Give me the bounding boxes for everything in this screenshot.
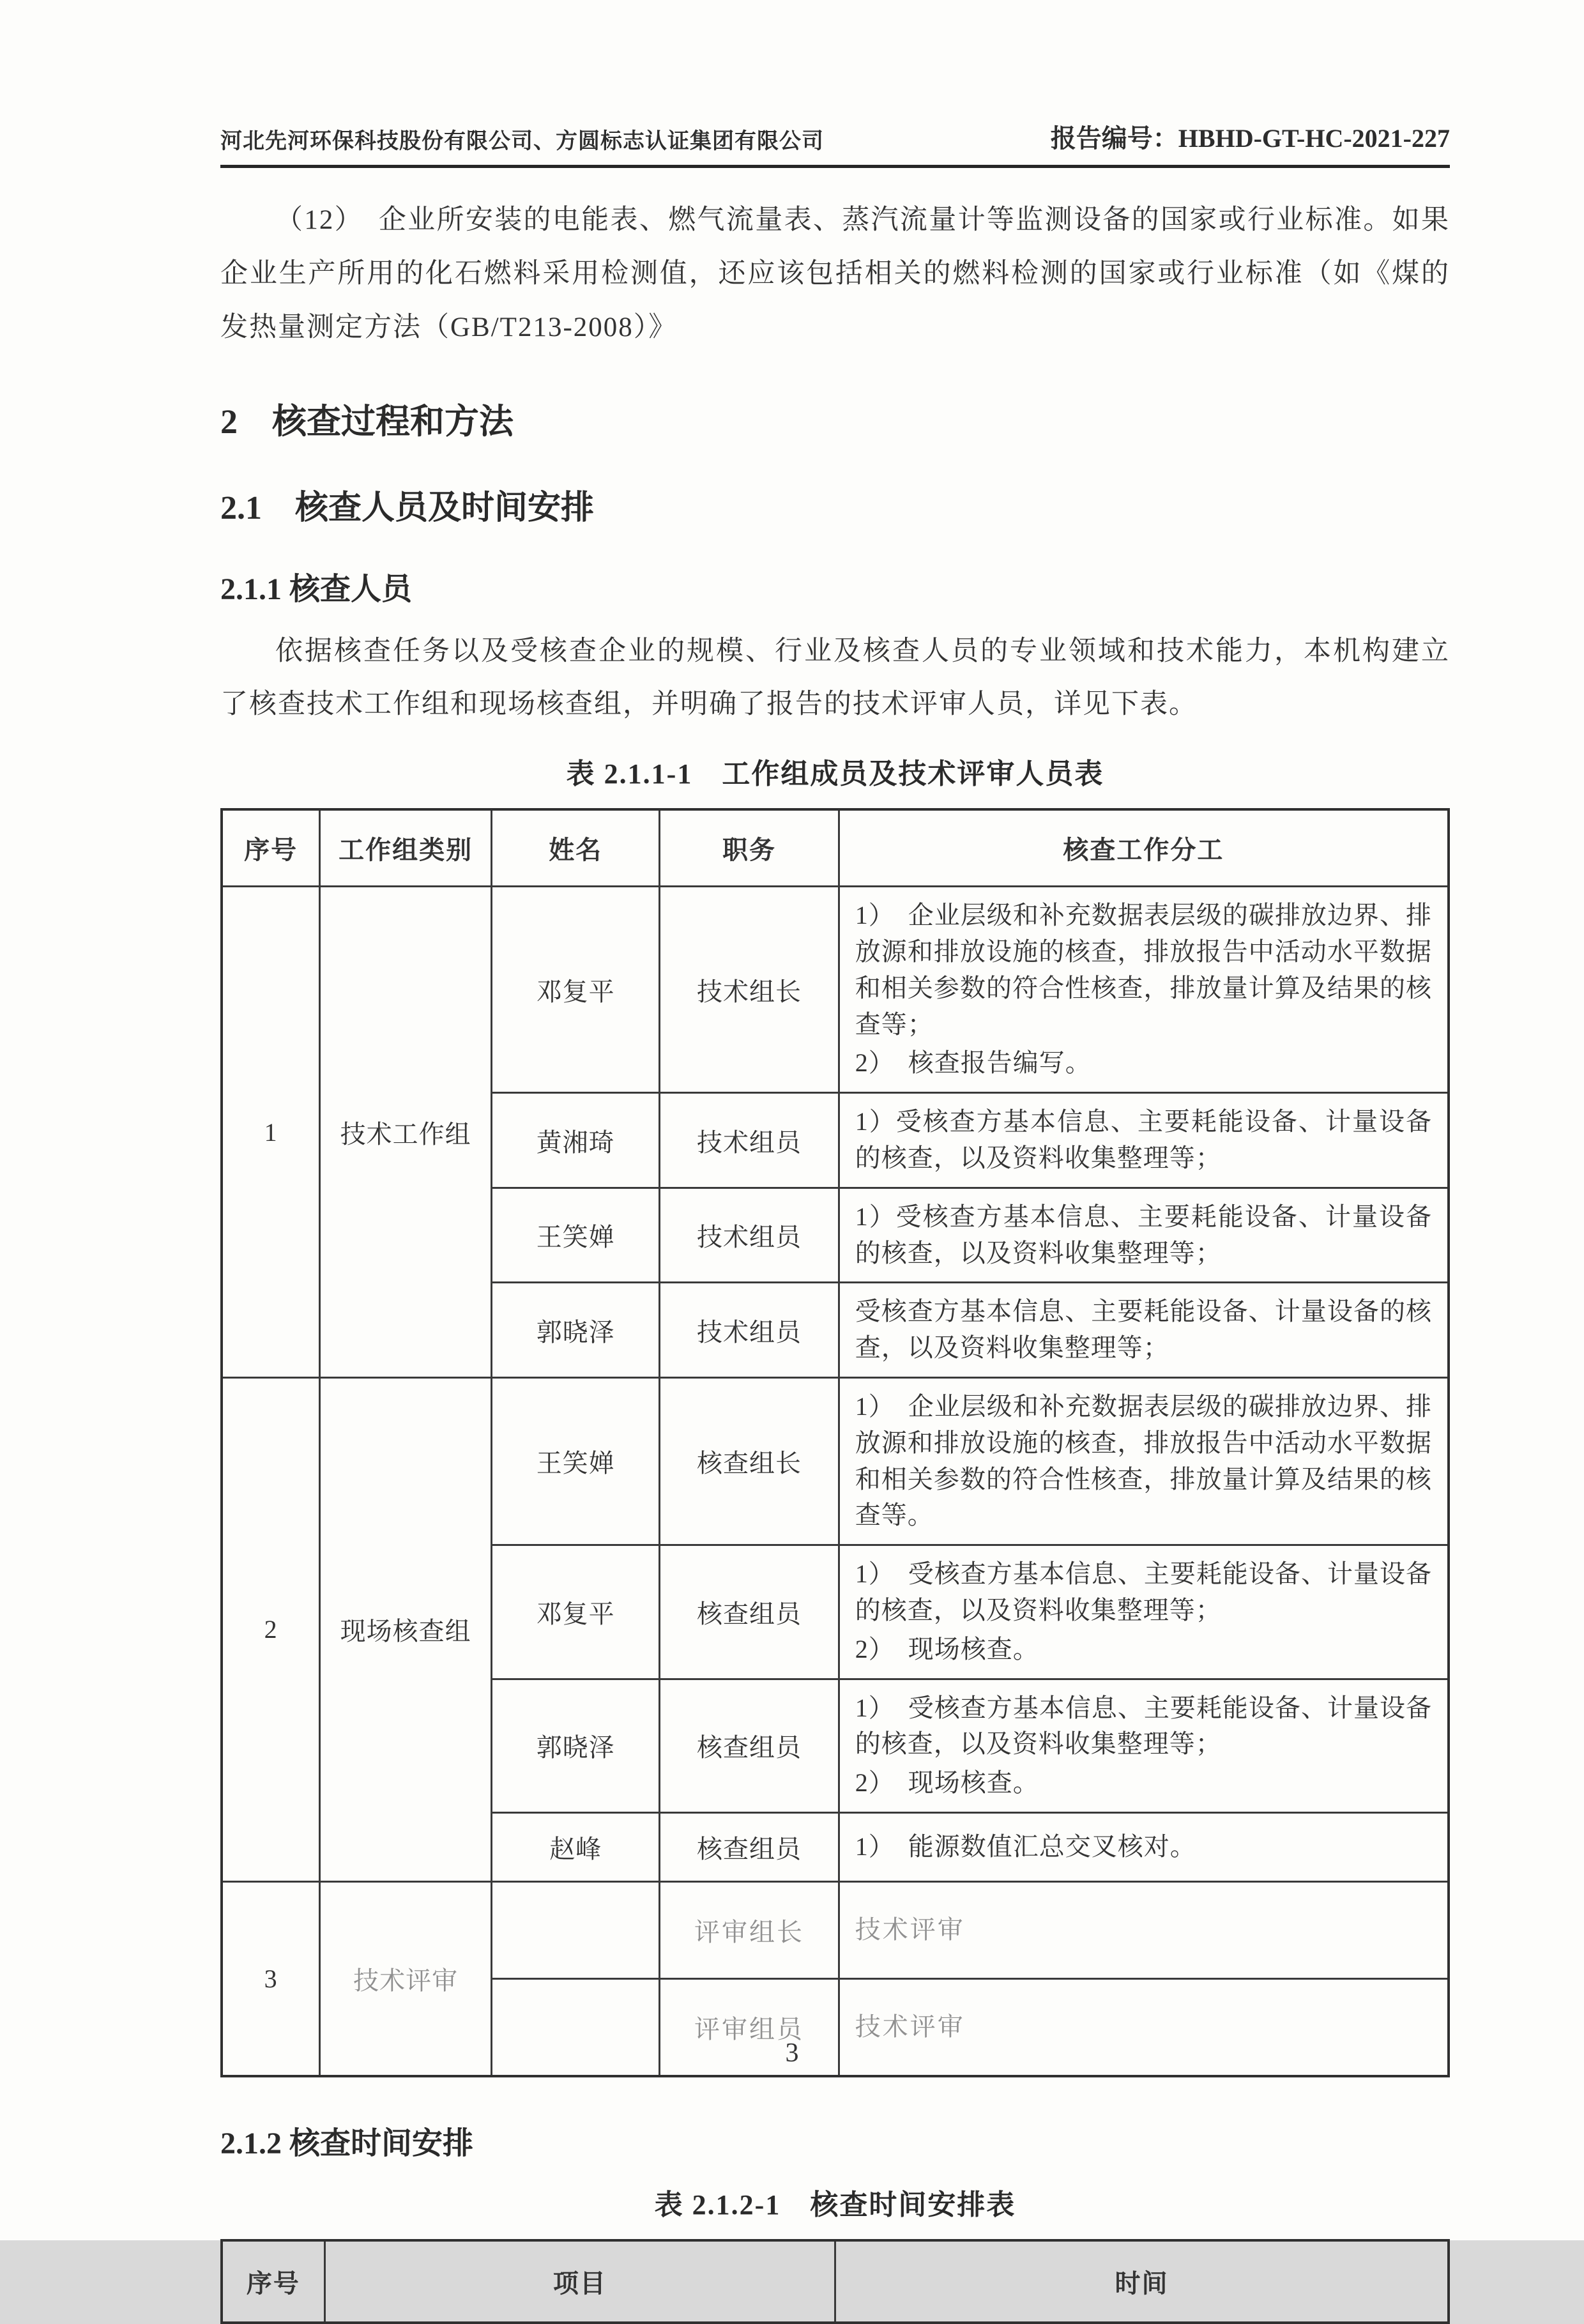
name-cell: 邓复平: [492, 1545, 660, 1679]
tasks-cell: [839, 1283, 1449, 1378]
category-cell: 现场核查组: [320, 1377, 492, 1881]
table-header-cell: 工作组类别: [320, 809, 492, 887]
task-line: 1）受核查方基本信息、主要耗能设备、计量设备的核查，以及资料收集整理等；: [855, 1107, 1432, 1172]
tasks-cell: [839, 887, 1449, 1093]
intro-paragraph: 依据核查任务以及受核查企业的规模、行业及核查人员的专业领域和技术能力，本机构建立了核查技术工作组和现场核查组，并明确了报告的技术评审人员，详见下表。: [220, 636, 1450, 720]
task-line: 1） 企业层级和补充数据表层级的碳排放边界、排放源和排放设施的核查，排放报告中活动水平数据和相关参数的符合性核查，排放量计算及结果的核查等；: [855, 901, 1432, 1039]
role-cell: 核查组员: [660, 1545, 839, 1679]
tasks-cell: [839, 1679, 1449, 1812]
task-line: 1） 受核查方基本信息、主要耗能设备、计量设备的核查，以及资料收集整理等；: [855, 1693, 1432, 1759]
schedule-table: [220, 2239, 1450, 2324]
role-cell: 技术组员: [660, 1283, 839, 1378]
name-cell: 王笑婵: [492, 1188, 660, 1283]
task-line: 受核查方基本信息、主要耗能设备、计量设备的核查，以及资料收集整理等；: [855, 1297, 1432, 1363]
serial-cell: 2: [222, 1377, 320, 1881]
table-1-caption: 表 2.1.1-1 工作组成员及技术评审人员表: [566, 758, 1104, 790]
report-number-value: HBHD-GT-HC-2021-227: [1178, 124, 1450, 153]
name-cell: [492, 1881, 660, 1978]
content-area: [220, 118, 1450, 2324]
tasks-cell: [839, 1377, 1449, 1545]
tasks-cell: [839, 1881, 1449, 1978]
work-group-table-body: [222, 887, 1449, 2076]
task-line: 2） 现场核查。: [855, 1768, 1039, 1798]
tasks-cell: [839, 1093, 1449, 1188]
role-cell: 技术组员: [660, 1188, 839, 1283]
task-line: 技术评审: [855, 1915, 965, 1944]
role-cell: 评审组员: [660, 1978, 839, 2076]
task-line: 1） 企业层级和补充数据表层级的碳排放边界、排放源和排放设施的核查，排放报告中活动水平数据和相关参数的符合性核查，排放量计算及结果的核查等。: [855, 1391, 1432, 1530]
name-cell: 赵峰: [492, 1812, 660, 1881]
table-header-cell: 核查工作分工: [839, 809, 1449, 887]
table-row: [222, 887, 1449, 1093]
role-cell: 核查组员: [660, 1679, 839, 1812]
category-cell: 技术评审: [320, 1881, 492, 2076]
role-cell: 技术组长: [660, 887, 839, 1093]
section-heading-2-1: 2.1 核查人员及时间安排: [220, 489, 595, 526]
name-cell: 邓复平: [492, 887, 660, 1093]
table-header-cell: 项目: [324, 2240, 835, 2323]
role-cell: 核查组长: [660, 1377, 839, 1545]
table-header-cell: 姓名: [492, 809, 660, 887]
task-line: 2） 核查报告编写。: [855, 1048, 1092, 1078]
page-number: 3: [785, 2038, 799, 2068]
task-line: 技术评审: [855, 2012, 965, 2041]
paragraph-12: （12） 企业所安装的电能表、燃气流量表、蒸汽流量计等监测设备的国家或行业标准。如果企业生产所用的化石燃料采用检测值，还应该包括相关的燃料检测的国家或行业标准（如《煤的发热量测定方法（GB/T213-2008）》: [220, 205, 1450, 342]
table-header-cell: 职务: [660, 809, 839, 887]
report-number-label: 报告编号：: [1050, 124, 1178, 153]
role-cell: 技术组员: [660, 1093, 839, 1188]
section-heading-2-1-2: 2.1.2 核查时间安排: [220, 2126, 474, 2160]
table-header-row: [222, 809, 1449, 887]
table-2-caption: 表 2.1.2-1 核查时间安排表: [654, 2189, 1016, 2221]
name-cell: 郭晓泽: [492, 1283, 660, 1378]
section-heading-2-1-1: 2.1.1 核查人员: [220, 572, 413, 606]
work-group-table: [220, 808, 1450, 2077]
role-cell: 评审组长: [660, 1881, 839, 1978]
doc-header: [220, 118, 1450, 168]
tasks-cell: [839, 1545, 1449, 1679]
serial-cell: 1: [222, 887, 320, 1378]
tasks-cell: [839, 1812, 1449, 1881]
name-cell: 王笑婵: [492, 1377, 660, 1545]
table-header-cell: 时间: [835, 2240, 1449, 2323]
task-line: 1） 能源数值汇总交叉核对。: [855, 1832, 1196, 1861]
role-cell: 核查组员: [660, 1812, 839, 1881]
table-row: [222, 1881, 1449, 1978]
table-header-row: [222, 2240, 1449, 2323]
table-row: [222, 1377, 1449, 1545]
section-heading-2: 2 核查过程和方法: [220, 402, 514, 441]
task-line: 1）受核查方基本信息、主要耗能设备、计量设备的核查，以及资料收集整理等；: [855, 1202, 1432, 1267]
task-line: 2） 现场核查。: [855, 1634, 1039, 1663]
table-header-cell: 序号: [222, 809, 320, 887]
table-header-cell: 序号: [222, 2240, 324, 2323]
serial-cell: 3: [222, 1881, 320, 2076]
name-cell: 黄湘琦: [492, 1093, 660, 1188]
report-number: [1051, 118, 1450, 155]
category-cell: 技术工作组: [320, 887, 492, 1378]
company-names: 河北先河环保科技股份有限公司、方圆标志认证集团有限公司: [220, 130, 824, 153]
tasks-cell: [839, 1188, 1449, 1283]
name-cell: 郭晓泽: [492, 1679, 660, 1812]
task-line: 1） 受核查方基本信息、主要耗能设备、计量设备的核查，以及资料收集整理等；: [855, 1559, 1432, 1625]
